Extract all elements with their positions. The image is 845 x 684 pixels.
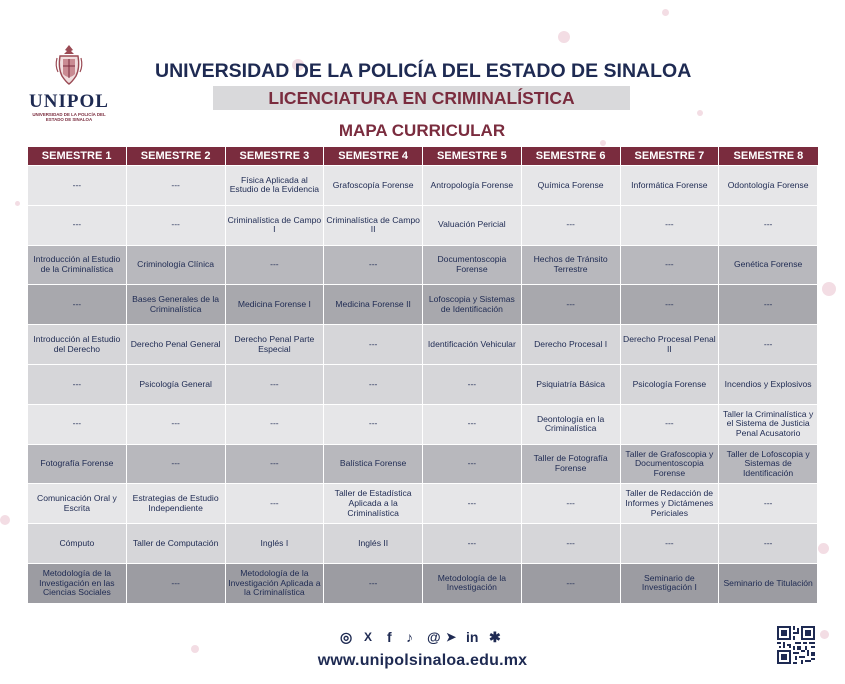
course-cell: Genética Forense	[719, 245, 818, 285]
course-cell: Fotografía Forense	[28, 444, 127, 484]
bluesky-icon[interactable]: ✱	[489, 629, 501, 645]
table-row	[28, 524, 818, 564]
course-cell: Metodología de la Investigación Aplicada a la Criminalística	[225, 563, 324, 603]
course-cell: Cómputo	[28, 524, 127, 564]
course-cell: Bases Generales de la Criminalística	[126, 285, 225, 325]
table-row	[28, 563, 818, 603]
course-cell: ---	[719, 325, 818, 365]
table-row	[28, 364, 818, 404]
course-cell: Taller de Computación	[126, 524, 225, 564]
course-cell: Balística Forense	[324, 444, 423, 484]
table-row	[28, 166, 818, 206]
course-cell: Antropología Forense	[423, 166, 522, 206]
logo-subtitle: UNIVERSIDAD DE LA POLICÍA DEL ESTADO DE SINALOA	[32, 112, 106, 122]
table-row	[28, 444, 818, 484]
course-cell: Odontología Forense	[719, 166, 818, 206]
decor-dot	[697, 110, 703, 116]
threads-icon[interactable]: @	[427, 629, 441, 645]
course-cell: Taller de Lofoscopia y Sistemas de Identificación	[719, 444, 818, 484]
course-cell: Documentoscopia Forense	[423, 245, 522, 285]
course-cell: Introducción al Estudio de la Criminalística	[28, 245, 127, 285]
course-cell: Seminario de Titulación	[719, 563, 818, 603]
logo-name: UNIPOL	[29, 91, 109, 112]
course-cell: ---	[423, 444, 522, 484]
decor-dot	[662, 9, 669, 16]
course-cell: Inglés I	[225, 524, 324, 564]
section-title: MAPA CURRICULAR	[338, 121, 506, 140]
course-cell: ---	[521, 563, 620, 603]
semester-header: SEMESTRE 3	[225, 147, 324, 166]
course-cell: ---	[126, 166, 225, 206]
course-cell: ---	[28, 364, 127, 404]
social-links	[332, 628, 512, 648]
course-cell: Deontología en la Criminalística	[521, 404, 620, 444]
semester-header: SEMESTRE 5	[423, 147, 522, 166]
course-cell: ---	[521, 205, 620, 245]
semester-header: SEMESTRE 4	[324, 147, 423, 166]
course-cell: Taller de Estadística Aplicada a la Criminalística	[324, 484, 423, 524]
course-cell: Derecho Procesal Penal II	[620, 325, 719, 365]
course-cell: ---	[620, 285, 719, 325]
course-cell: ---	[225, 444, 324, 484]
course-cell: Física Aplicada al Estudio de la Evidencia	[225, 166, 324, 206]
table-row	[28, 205, 818, 245]
table-row	[28, 285, 818, 325]
course-cell: ---	[28, 166, 127, 206]
x-icon[interactable]: X	[364, 630, 373, 644]
course-cell: Medicina Forense II	[324, 285, 423, 325]
course-cell: ---	[126, 205, 225, 245]
course-cell: Introducción al Estudio del Derecho	[28, 325, 127, 365]
course-cell: ---	[620, 404, 719, 444]
course-cell: ---	[126, 404, 225, 444]
course-cell: ---	[620, 524, 719, 564]
course-cell: ---	[324, 245, 423, 285]
course-cell: ---	[28, 404, 127, 444]
course-cell: Psiquiatría Básica	[521, 364, 620, 404]
semester-header: SEMESTRE 7	[620, 147, 719, 166]
semester-header: SEMESTRE 1	[28, 147, 127, 166]
course-cell: Taller la Criminalística y el Sistema de Justicia Penal Acusatorio	[719, 404, 818, 444]
page-subtitle: LICENCIATURA EN CRIMINALÍSTICA	[268, 88, 575, 108]
course-cell: Estrategias de Estudio Independiente	[126, 484, 225, 524]
course-cell: Criminalística de Campo I	[225, 205, 324, 245]
course-cell: ---	[423, 404, 522, 444]
decor-dot	[191, 645, 199, 653]
semester-header: SEMESTRE 2	[126, 147, 225, 166]
course-cell: Grafoscopía Forense	[324, 166, 423, 206]
course-cell: Metodología de la Investigación	[423, 563, 522, 603]
course-cell: Derecho Procesal I	[521, 325, 620, 365]
decor-dot	[558, 31, 570, 43]
course-cell: Medicina Forense I	[225, 285, 324, 325]
page-title: UNIVERSIDAD DE LA POLICÍA DEL ESTADO DE SINALOA	[155, 60, 692, 82]
course-cell: Lofoscopia y Sistemas de Identificación	[423, 285, 522, 325]
decor-dot	[820, 630, 829, 639]
website-link[interactable]: www.unipolsinaloa.edu.mx	[317, 652, 528, 669]
decor-dot	[15, 201, 20, 206]
table-row	[28, 484, 818, 524]
course-cell: ---	[719, 205, 818, 245]
course-cell: ---	[620, 205, 719, 245]
course-cell: Derecho Penal General	[126, 325, 225, 365]
course-cell: ---	[423, 484, 522, 524]
course-cell: ---	[620, 245, 719, 285]
course-cell: Incendios y Explosivos	[719, 364, 818, 404]
course-cell: ---	[28, 285, 127, 325]
facebook-icon[interactable]: f	[387, 629, 392, 645]
course-cell: Inglés II	[324, 524, 423, 564]
telegram-icon[interactable]: ➤	[446, 630, 457, 644]
course-cell: Psicología Forense	[620, 364, 719, 404]
course-cell: ---	[225, 245, 324, 285]
course-cell: ---	[126, 563, 225, 603]
course-cell: Taller de Grafoscopia y Documentoscopia Forense	[620, 444, 719, 484]
decor-dot	[818, 543, 829, 554]
curriculum-table	[27, 147, 818, 604]
crest-icon	[54, 44, 84, 86]
course-cell: ---	[719, 524, 818, 564]
decor-dot	[822, 282, 836, 296]
course-cell: ---	[28, 205, 127, 245]
course-cell: Identificación Vehicular	[423, 325, 522, 365]
linkedin-icon[interactable]: in	[466, 629, 479, 645]
tiktok-icon[interactable]: ♪	[406, 629, 413, 645]
course-cell: ---	[719, 484, 818, 524]
table-row	[28, 404, 818, 444]
course-cell: ---	[521, 484, 620, 524]
course-cell: Metodología de la Investigación en las Ciencias Sociales	[28, 563, 127, 603]
course-cell: ---	[324, 404, 423, 444]
course-cell: ---	[225, 484, 324, 524]
qr-code-icon	[777, 626, 815, 664]
course-cell: ---	[521, 285, 620, 325]
course-cell: ---	[126, 444, 225, 484]
course-cell: ---	[719, 285, 818, 325]
course-cell: Derecho Penal Parte Especial	[225, 325, 324, 365]
semester-header: SEMESTRE 6	[521, 147, 620, 166]
course-cell: ---	[324, 364, 423, 404]
course-cell: ---	[423, 524, 522, 564]
course-cell: ---	[225, 364, 324, 404]
semester-header: SEMESTRE 8	[719, 147, 818, 166]
course-cell: Criminalística de Campo II	[324, 205, 423, 245]
course-cell: Química Forense	[521, 166, 620, 206]
course-cell: Seminario de Investigación I	[620, 563, 719, 603]
table-row	[28, 245, 818, 285]
course-cell: ---	[521, 524, 620, 564]
course-cell: Comunicación Oral y Escrita	[28, 484, 127, 524]
table-row	[28, 325, 818, 365]
course-cell: Criminología Clínica	[126, 245, 225, 285]
header-row	[28, 147, 818, 166]
decor-dot	[0, 515, 10, 525]
course-cell: Valuación Pericial	[423, 205, 522, 245]
course-cell: Informática Forense	[620, 166, 719, 206]
course-cell: Psicología General	[126, 364, 225, 404]
course-cell: ---	[225, 404, 324, 444]
instagram-icon[interactable]: ◎	[340, 629, 353, 645]
course-cell: Taller de Fotografía Forense	[521, 444, 620, 484]
course-cell: Hechos de Tránsito Terrestre	[521, 245, 620, 285]
course-cell: ---	[423, 364, 522, 404]
unipol-logo	[24, 44, 114, 122]
course-cell: Taller de Redacción de Informes y Dictámenes Periciales	[620, 484, 719, 524]
course-cell: ---	[324, 325, 423, 365]
course-cell: ---	[324, 563, 423, 603]
